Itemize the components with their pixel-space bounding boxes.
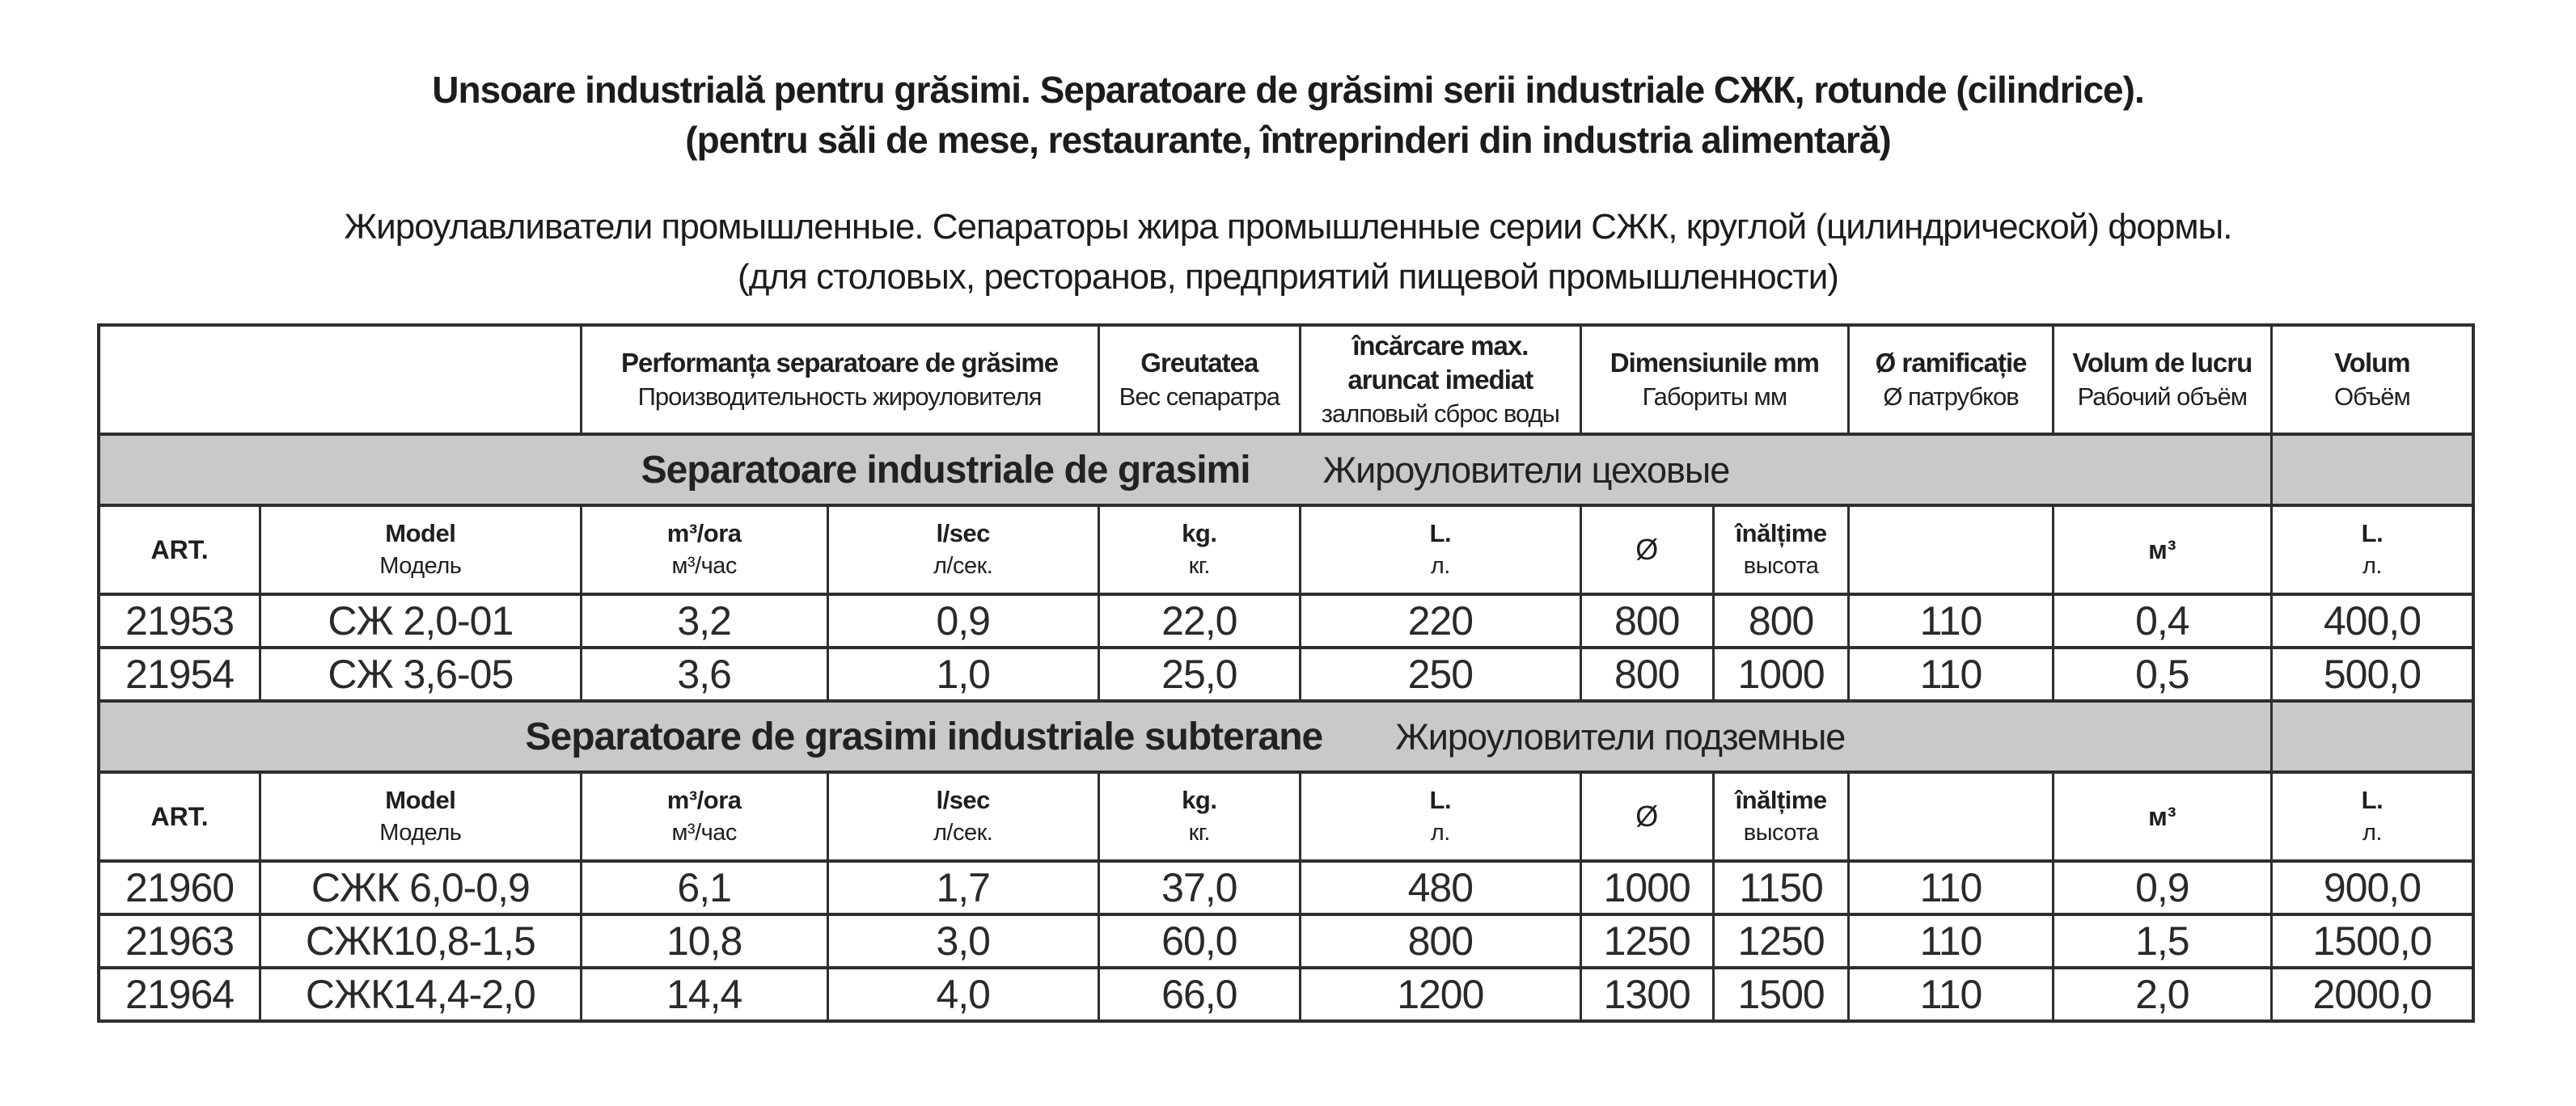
section-band-row	[99, 434, 2473, 505]
subheader-art	[99, 505, 260, 594]
table-header-row	[99, 325, 2473, 434]
cell-art: 21964	[99, 968, 260, 1021]
subheader-art-label: ART.	[150, 534, 209, 564]
cell-kg: 60,0	[1098, 914, 1301, 968]
subheader-height	[1713, 772, 1848, 861]
cell-m3h: 14,4	[581, 968, 827, 1021]
cell-vl: 500,0	[2271, 648, 2473, 701]
section-band-spacer-cell	[2271, 434, 2473, 505]
cell-kg: 66,0	[1098, 968, 1301, 1021]
cell-lsec: 1,7	[827, 861, 1098, 914]
subheader-flow-sec	[827, 772, 1098, 861]
col-header-weight-ru: Вес сепаратра	[1119, 382, 1280, 411]
section-title-ro: Separatoare industriale de grasimi	[641, 448, 1250, 492]
cell-h: 800	[1713, 594, 1848, 648]
col-header-weight-ro: Greutatea	[1140, 347, 1258, 378]
empty-corner-cell	[99, 325, 581, 434]
subheader-row	[99, 505, 2473, 594]
cell-vm3: 2,0	[2053, 968, 2271, 1021]
subheader-model-ru: Модель	[379, 553, 462, 579]
subheader-m3	[2053, 505, 2271, 594]
cell-h: 1000	[1713, 648, 1848, 701]
cell-m3h: 6,1	[581, 861, 827, 914]
subheader-flow-sec-ru: л/сек.	[933, 820, 993, 846]
subheader-height-ro: înălțime	[1735, 519, 1827, 547]
subheader-liters-ro: L.	[1429, 786, 1452, 814]
cell-m3h: 3,2	[581, 594, 827, 648]
subheader-branch-empty	[1849, 772, 2053, 861]
cell-model: СЖК14,4-2,0	[260, 968, 581, 1021]
cell-d: 800	[1580, 594, 1713, 648]
section-title-ru: Жироуловители подземные	[1395, 716, 1846, 758]
col-header-max-load-ro2: aruncat imediat	[1347, 364, 1533, 395]
subheader-model-ro: Model	[385, 786, 456, 814]
col-header-weight	[1098, 325, 1301, 434]
subheader-flow-hour-ro: m³/ora	[666, 519, 742, 547]
subheader-vol-liters	[2271, 505, 2473, 594]
subheader-model-ru: Модель	[379, 820, 462, 846]
subheader-flow-sec-ro: l/sec	[936, 519, 990, 547]
cell-vl: 400,0	[2271, 594, 2473, 648]
subheader-vol-liters-ro: L.	[2361, 519, 2384, 547]
cell-model: СЖК10,8-1,5	[260, 914, 581, 968]
cell-dn: 110	[1849, 648, 2053, 701]
cell-vm3: 0,5	[2053, 648, 2271, 701]
cell-l: 1200	[1301, 968, 1580, 1021]
subheader-height-ru: высота	[1743, 820, 1819, 846]
table-row	[99, 861, 2473, 914]
subheader-liters-ru: л.	[1430, 553, 1450, 579]
section-title-ru: Жироуловители цеховые	[1322, 449, 1730, 491]
subheader-liters	[1301, 772, 1580, 861]
separators-table	[97, 323, 2475, 1023]
cell-d: 1250	[1580, 914, 1713, 968]
cell-d: 1000	[1580, 861, 1713, 914]
col-header-max-load-ro1: încărcare max.	[1352, 330, 1529, 361]
cell-dn: 110	[1849, 914, 2053, 968]
cell-vm3: 1,5	[2053, 914, 2271, 968]
cell-h: 1500	[1713, 968, 1848, 1021]
cell-kg: 37,0	[1098, 861, 1301, 914]
subheader-kg	[1098, 772, 1301, 861]
cell-vm3: 0,9	[2053, 861, 2271, 914]
table-row	[99, 914, 2473, 968]
cell-vl: 1500,0	[2271, 914, 2473, 968]
subheader-vol-liters-ru: л.	[2362, 820, 2382, 846]
section-title-cell	[99, 434, 2271, 505]
cell-lsec: 0,9	[827, 594, 1098, 648]
table-row	[99, 968, 2473, 1021]
subheader-model-ro: Model	[385, 519, 456, 547]
cell-l: 800	[1301, 914, 1580, 968]
page-title-line2: (pentru săli de mese, restaurante, întreprinderi din industria alimentară)	[685, 119, 1891, 161]
col-header-working-volume-ro: Volum de lucru	[2072, 347, 2252, 378]
cell-l: 250	[1301, 648, 1580, 701]
col-header-branch-ru: Ø патрубков	[1883, 382, 2019, 411]
table-row	[99, 594, 2473, 648]
col-header-volume-ru: Объём	[2334, 382, 2410, 411]
col-header-volume	[2271, 325, 2473, 434]
subheader-height-ro: înălțime	[1735, 786, 1827, 814]
col-header-volume-ro: Volum	[2334, 347, 2410, 378]
subheader-flow-hour-ru: м³/час	[671, 553, 737, 579]
col-header-max-load-ru: залповый сброс воды	[1321, 399, 1559, 428]
cell-dn: 110	[1849, 861, 2053, 914]
subheader-row	[99, 772, 2473, 861]
col-header-working-volume-ru: Рабочий объём	[2077, 382, 2248, 411]
subheader-flow-sec-ru: л/сек.	[933, 553, 993, 579]
subheader-kg-ro: kg.	[1182, 519, 1217, 547]
col-header-dimensions-ru: Габориты мм	[1642, 382, 1787, 411]
cell-kg: 25,0	[1098, 648, 1301, 701]
cell-vl: 2000,0	[2271, 968, 2473, 1021]
section-title-ro: Separatoare de grasimi industriale subterane	[525, 715, 1323, 758]
page-subtitle-line1: Жироулавливатели промышленные. Сепараторы жира промышленные серии СЖК, круглой (цилиндрической) формы.	[344, 207, 2232, 247]
subheader-flow-hour-ro: m³/ora	[666, 786, 742, 814]
subheader-flow-hour-ru: м³/час	[671, 820, 737, 846]
cell-art: 21960	[99, 861, 260, 914]
subheader-m3	[2053, 772, 2271, 861]
subheader-flow-sec-ro: l/sec	[936, 786, 990, 814]
col-header-dimensions-ro: Dimensiunile mm	[1609, 347, 1820, 378]
page-subtitle-line2: (для столовых, ресторанов, предприятий пищевой промышленности)	[738, 257, 1838, 297]
section-band-row	[99, 701, 2473, 772]
cell-l: 220	[1301, 594, 1580, 648]
cell-h: 1250	[1713, 914, 1848, 968]
subheader-kg-ru: кг.	[1188, 820, 1210, 846]
subheader-m3-label: м³	[2148, 534, 2176, 564]
col-header-max-load	[1301, 325, 1580, 434]
subheader-model	[260, 772, 581, 861]
cell-kg: 22,0	[1098, 594, 1301, 648]
subheader-vol-liters-ro: L.	[2361, 786, 2384, 814]
subheader-flow-hour	[581, 772, 827, 861]
subheader-vol-liters-ru: л.	[2362, 553, 2382, 579]
subheader-diameter	[1580, 505, 1713, 594]
cell-art: 21954	[99, 648, 260, 701]
cell-d: 1300	[1580, 968, 1713, 1021]
col-header-performance-ro: Performanța separatoare de grăsime	[620, 347, 1059, 378]
col-header-branch-diameter	[1849, 325, 2053, 434]
col-header-performance	[581, 325, 1098, 434]
subheader-diameter-symbol: Ø	[1635, 800, 1659, 833]
subheader-kg-ru: кг.	[1188, 553, 1210, 579]
cell-lsec: 1,0	[827, 648, 1098, 701]
cell-art: 21963	[99, 914, 260, 968]
cell-dn: 110	[1849, 594, 2053, 648]
col-header-dimensions	[1580, 325, 1849, 434]
col-header-branch-ro: Ø ramificație	[1875, 347, 2027, 378]
subheader-m3-label: м³	[2148, 801, 2176, 831]
subheader-branch-empty	[1849, 505, 2053, 594]
cell-m3h: 3,6	[581, 648, 827, 701]
subheader-flow-hour	[581, 505, 827, 594]
page-title	[0, 0, 2576, 165]
cell-model: СЖ 3,6-05	[260, 648, 581, 701]
subheader-height-ru: высота	[1743, 553, 1819, 579]
section-band-spacer-cell	[2271, 701, 2473, 772]
subheader-kg-ro: kg.	[1182, 786, 1217, 814]
subheader-liters-ro: L.	[1429, 519, 1452, 547]
subheader-flow-sec	[827, 505, 1098, 594]
table-row	[99, 648, 2473, 701]
cell-d: 800	[1580, 648, 1713, 701]
cell-art: 21953	[99, 594, 260, 648]
page-title-line1: Unsoare industrială pentru grăsimi. Separatoare de grăsimi serii industriale СЖК, rotunde (cilindrice).	[432, 69, 2144, 111]
subheader-model	[260, 505, 581, 594]
cell-lsec: 4,0	[827, 968, 1098, 1021]
subheader-vol-liters	[2271, 772, 2473, 861]
subheader-diameter-symbol: Ø	[1635, 533, 1659, 566]
cell-vm3: 0,4	[2053, 594, 2271, 648]
cell-lsec: 3,0	[827, 914, 1098, 968]
subheader-liters-ru: л.	[1430, 820, 1450, 846]
subheader-art-label: ART.	[150, 801, 209, 831]
cell-dn: 110	[1849, 968, 2053, 1021]
cell-model: СЖ 2,0-01	[260, 594, 581, 648]
cell-m3h: 10,8	[581, 914, 827, 968]
subheader-kg	[1098, 505, 1301, 594]
cell-h: 1150	[1713, 861, 1848, 914]
col-header-working-volume	[2053, 325, 2271, 434]
cell-l: 480	[1301, 861, 1580, 914]
subheader-height	[1713, 505, 1848, 594]
subheader-art	[99, 772, 260, 861]
subheader-diameter	[1580, 772, 1713, 861]
page-subtitle	[0, 202, 2576, 302]
cell-vl: 900,0	[2271, 861, 2473, 914]
cell-model: СЖК 6,0-0,9	[260, 861, 581, 914]
subheader-liters	[1301, 505, 1580, 594]
section-title-cell	[99, 701, 2271, 772]
col-header-performance-ru: Производительность жироуловителя	[637, 382, 1042, 411]
